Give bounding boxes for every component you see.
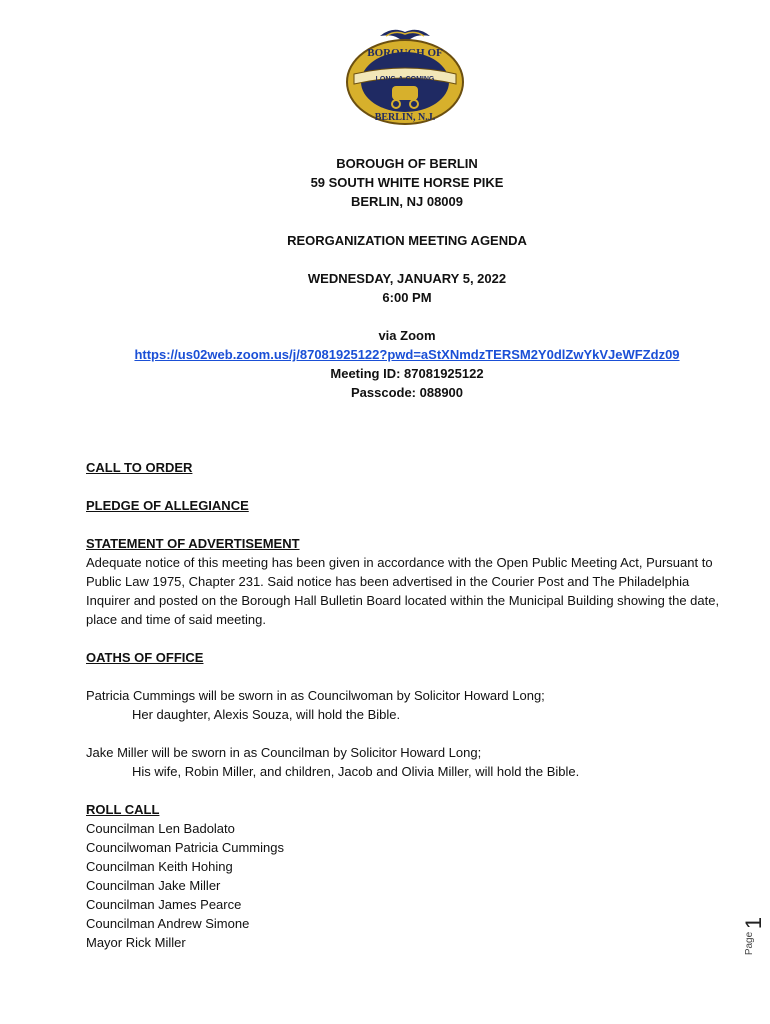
roll-call-item: Councilman Keith Hohing <box>86 859 233 874</box>
agenda-title: REORGANIZATION MEETING AGENDA <box>287 233 527 248</box>
borough-header <box>0 154 770 211</box>
zoom-via: via Zoom <box>378 328 436 343</box>
advertisement-heading: STATEMENT OF ADVERTISEMENT <box>86 536 300 551</box>
seal-banner-text: LONG-A-COMING <box>375 76 435 83</box>
oath-miller: Jake Miller will be sworn in as Councilman by Solicitor Howard Long; <box>86 745 482 760</box>
roll-call-item: Councilman Len Badolato <box>86 821 235 836</box>
zoom-link[interactable]: https://us02web.zoom.us/j/87081925122?pwd=aStXNmdzTERSM2Y0dlZwYkVJeWFZdz09 <box>134 347 680 362</box>
meeting-datetime <box>0 269 770 307</box>
meeting-time: 6:00 PM <box>382 290 432 305</box>
pledge-heading: PLEDGE OF ALLEGIANCE <box>86 498 249 513</box>
roll-call-item: Mayor Rick Miller <box>86 935 186 950</box>
zoom-passcode: Passcode: 088900 <box>350 385 464 400</box>
page-number-mark <box>742 916 766 958</box>
page-label: Page <box>744 931 756 956</box>
advertisement-text: Adequate notice of this meeting has been given in accordance with the Open Public Meeting Act, Pursuant to Public Law 1975, Chapter 231. Said notice has been advertised in the Courier Post and The Philadelphia Inquirer and posted on the Borough Hall Bulletin Board located within the Municipal Building showing the date, place and time of said meeting. <box>86 555 720 627</box>
roll-call-item: Councilman James Pearce <box>86 897 242 912</box>
call-to-order-heading: CALL TO ORDER <box>86 460 193 475</box>
agenda-body <box>86 458 731 952</box>
borough-city: BERLIN, NJ 08009 <box>351 194 463 209</box>
borough-name: BOROUGH OF BERLIN <box>336 156 478 171</box>
seal-bottom-text: BERLIN, N.J. <box>374 112 436 123</box>
meeting-date: WEDNESDAY, JANUARY 5, 2022 <box>307 271 507 286</box>
oath-miller-bible: His wife, Robin Miller, and children, Jacob and Olivia Miller, will hold the Bible. <box>132 764 580 779</box>
zoom-meeting-id: Meeting ID: 87081925122 <box>330 366 484 381</box>
oath-cummings: Patricia Cummings will be sworn in as Councilwoman by Solicitor Howard Long; <box>86 688 545 703</box>
seal-top-text: BOROUGH OF <box>367 47 443 59</box>
oath-cummings-bible: Her daughter, Alexis Souza, will hold the Bible. <box>132 707 401 722</box>
roll-call-item: Councilman Andrew Simone <box>86 916 250 931</box>
roll-call-item: Councilwoman Patricia Cummings <box>86 840 284 855</box>
roll-call-item: Councilman Jake Miller <box>86 878 221 893</box>
oaths-heading: OATHS OF OFFICE <box>86 650 204 665</box>
borough-seal <box>340 18 470 128</box>
roll-call-heading: ROLL CALL <box>86 802 160 817</box>
borough-address: 59 SOUTH WHITE HORSE PIKE <box>310 175 504 190</box>
zoom-info <box>0 326 770 402</box>
page-number: 1 <box>741 916 767 930</box>
